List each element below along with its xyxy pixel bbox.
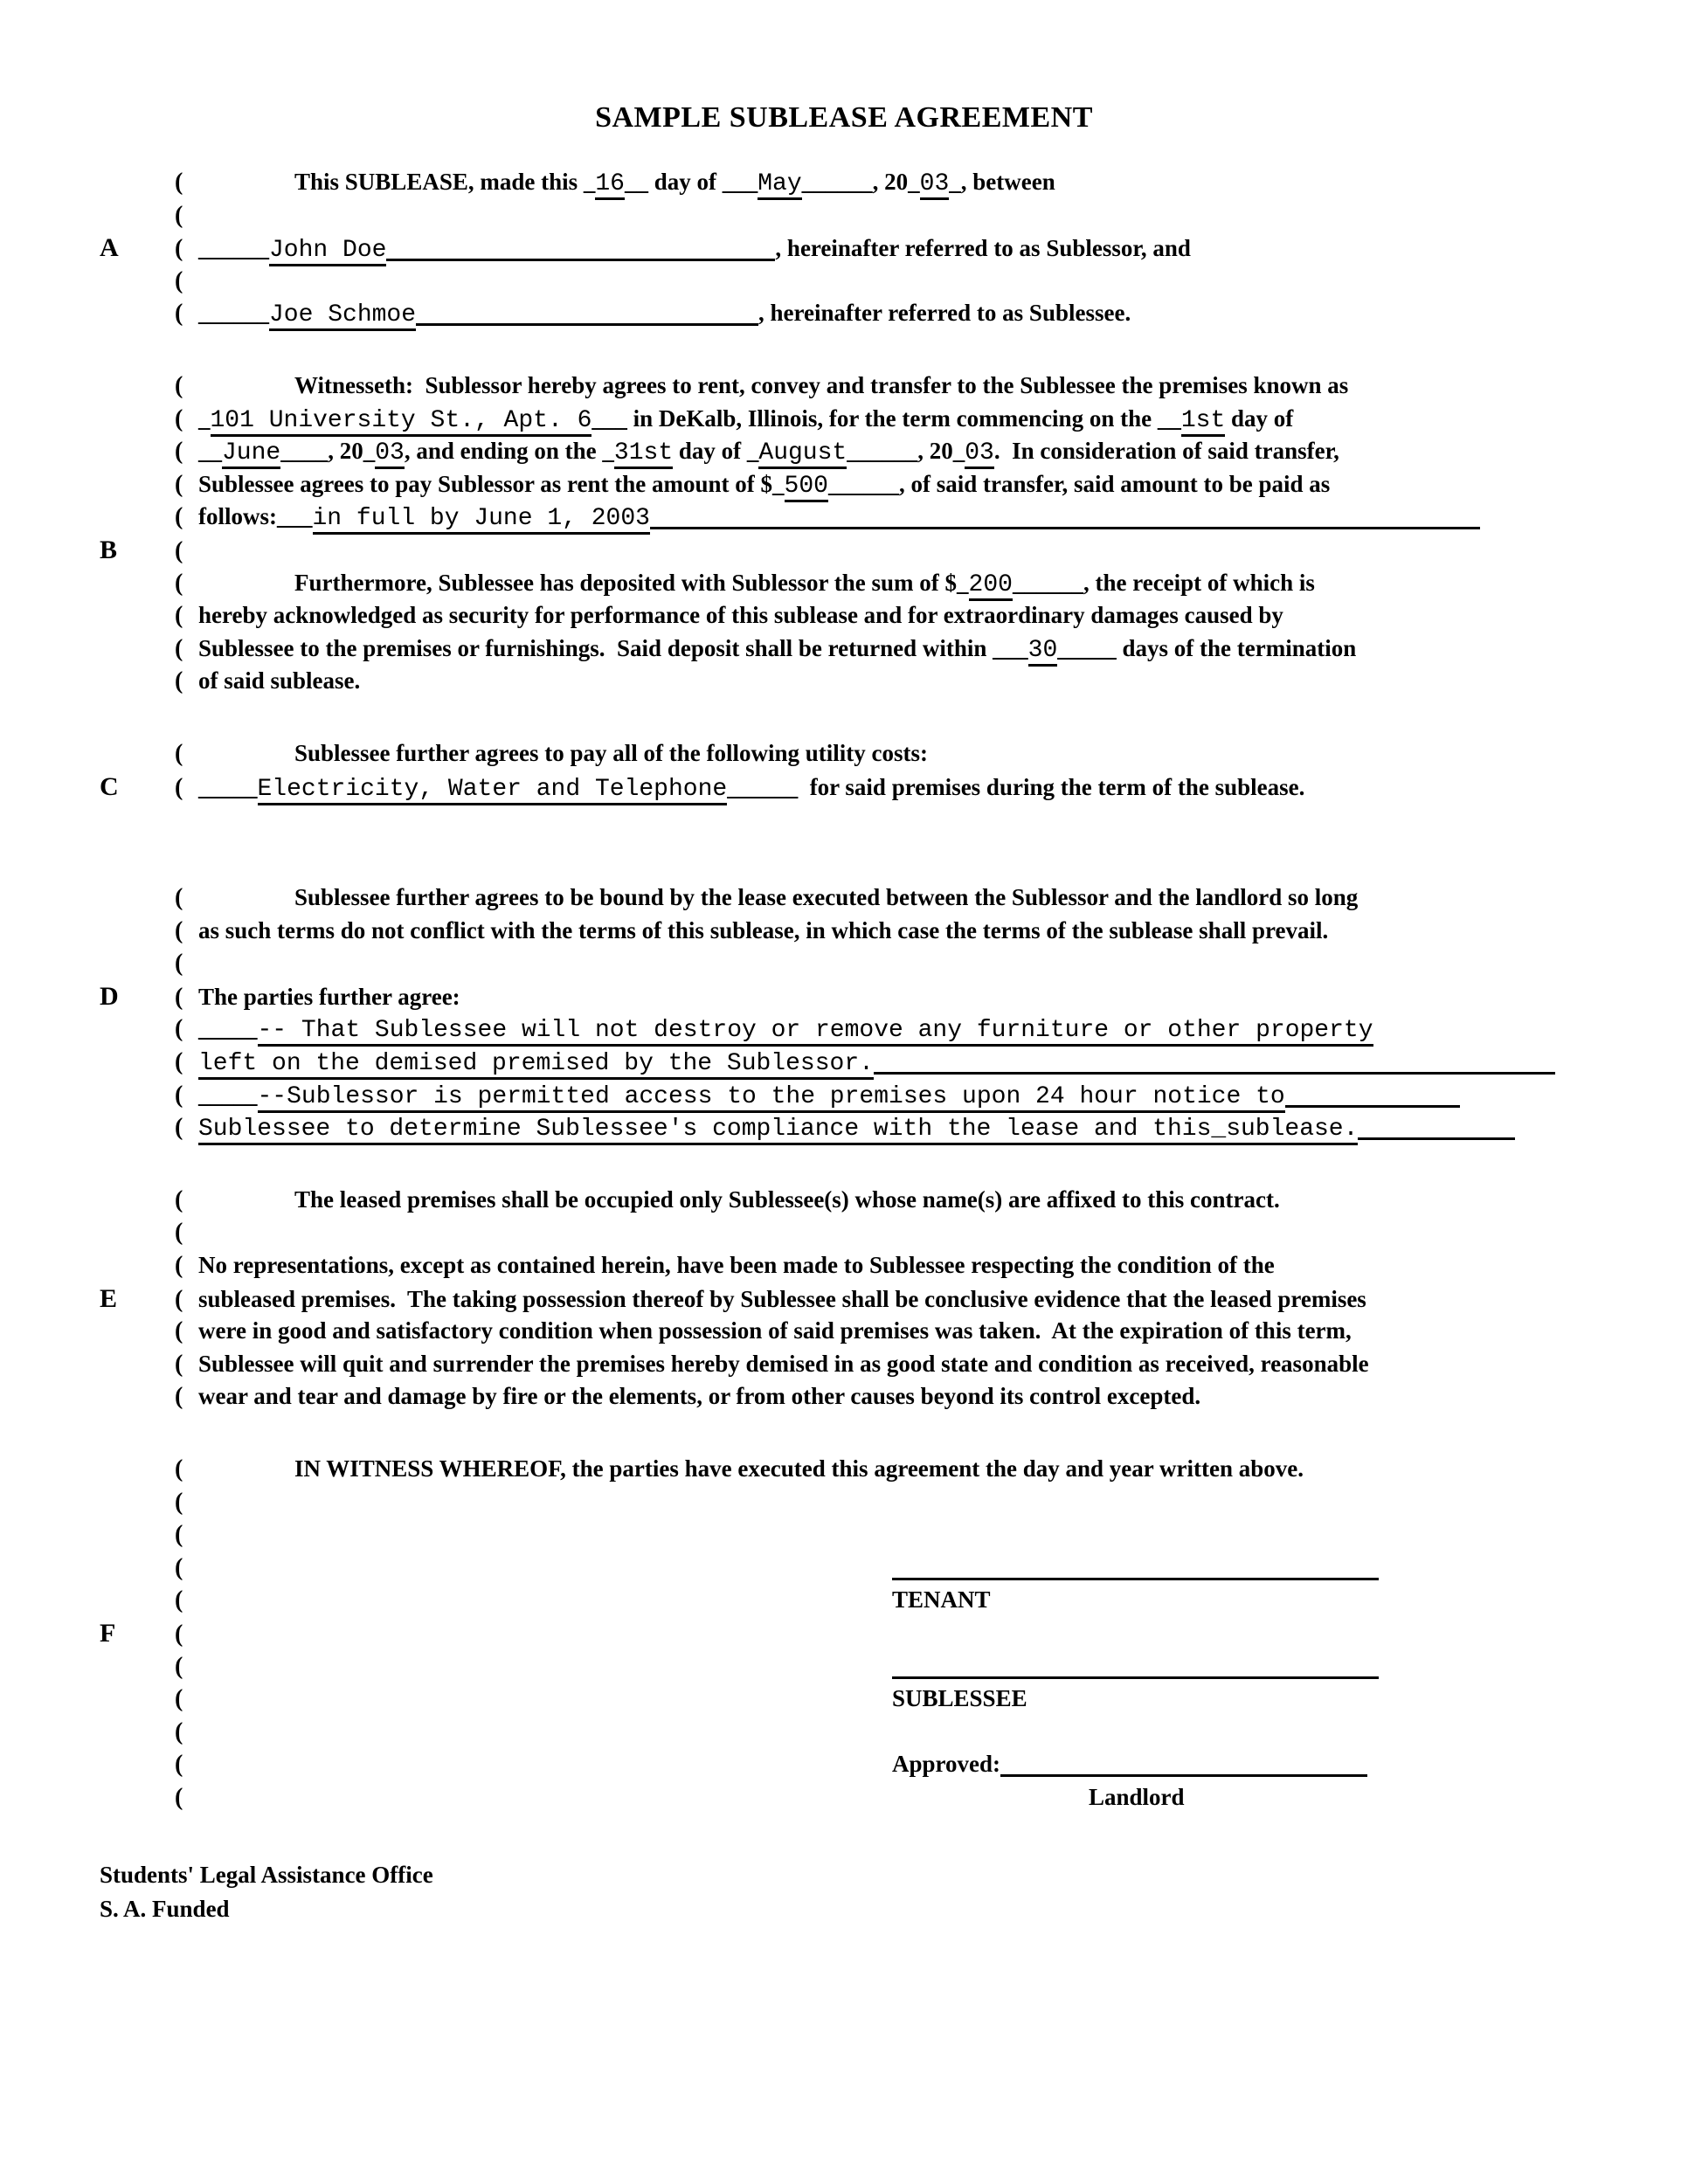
form-line bbox=[0, 947, 1688, 980]
printed-text: hereby acknowledged as security for performance of this sublease and for extraordinary damages caused by bbox=[198, 602, 1283, 629]
blank-line-rule bbox=[386, 259, 775, 261]
form-line bbox=[0, 1584, 1688, 1617]
printed-text: , hereinafter referred to as Sublessee. bbox=[758, 300, 1131, 327]
form-line bbox=[0, 265, 1688, 298]
printed-text: , hereinafter referred to as Sublessor, and bbox=[775, 235, 1191, 262]
form-line bbox=[0, 232, 1688, 265]
line-content bbox=[198, 915, 1688, 948]
printed-text: Landlord bbox=[1089, 1783, 1185, 1810]
line-content bbox=[198, 599, 1688, 632]
blank-line-rule bbox=[1358, 1137, 1515, 1140]
printed-text: day of _ bbox=[673, 438, 759, 465]
paren-mark: ( bbox=[175, 503, 183, 531]
paren-mark: ( bbox=[175, 266, 183, 294]
form-line bbox=[0, 1486, 1688, 1519]
form-line bbox=[0, 1453, 1688, 1486]
form-line bbox=[0, 1617, 1688, 1650]
form-line bbox=[0, 1518, 1688, 1552]
typed-fill-in: 03 bbox=[965, 439, 994, 469]
form-line bbox=[0, 435, 1688, 468]
blank-line bbox=[0, 1144, 1688, 1184]
printed-text: , and ending on the _ bbox=[404, 438, 614, 465]
paren-mark: ( bbox=[175, 1350, 183, 1378]
printed-text: _____ bbox=[198, 1081, 258, 1108]
line-content bbox=[198, 297, 1688, 332]
paren-mark: ( bbox=[175, 667, 183, 695]
blank-line-rule bbox=[650, 527, 1480, 529]
printed-text: Sublessee further agrees to be bound by the lease executed between the Sublessor and the landlord so long bbox=[294, 884, 1359, 911]
section-letter-a: A bbox=[100, 233, 119, 263]
printed-text: This SUBLEASE, made this _ bbox=[294, 169, 596, 195]
paren-mark: ( bbox=[175, 884, 183, 912]
typed-fill-in: 16 bbox=[595, 170, 625, 200]
form-line bbox=[0, 980, 1688, 1013]
line-content bbox=[198, 1748, 1688, 1781]
line-content bbox=[198, 567, 1688, 602]
line-content bbox=[198, 665, 1688, 698]
printed-text: TENANT bbox=[892, 1586, 991, 1614]
printed-text: Sublessee will quit and surrender the premises hereby demised in as good state and condition as received, reasonable bbox=[198, 1350, 1369, 1377]
paren-mark: ( bbox=[175, 773, 183, 801]
line-content bbox=[198, 1283, 1688, 1317]
printed-text: day of bbox=[1225, 404, 1294, 432]
printed-text: Sublessee agrees to pay Sublessor as rent the amount of $_ bbox=[198, 470, 785, 497]
typed-fill-in: in full by June 1, 2003 bbox=[313, 505, 650, 535]
paren-mark: ( bbox=[175, 1783, 183, 1811]
printed-text: ____, 20_ bbox=[280, 438, 376, 465]
form-line bbox=[0, 1013, 1688, 1046]
printed-text: of said sublease. bbox=[198, 667, 361, 695]
printed-text: Sublessee to the premises or furnishings. Said deposit shall be returned within ___ bbox=[198, 634, 1028, 661]
paren-mark: ( bbox=[175, 235, 183, 263]
printed-text: The leased premises shall be occupied only Sublessee(s) whose name(s) are affixed to this contract. bbox=[294, 1185, 1280, 1213]
paren-mark: ( bbox=[175, 371, 183, 399]
paren-mark: ( bbox=[175, 569, 183, 597]
form-line bbox=[0, 1348, 1688, 1381]
form-line bbox=[0, 1716, 1688, 1749]
paren-mark: ( bbox=[175, 1285, 183, 1313]
paren-mark: ( bbox=[175, 536, 183, 564]
blank-line bbox=[0, 1413, 1688, 1453]
footer-funded-line: S. A. Funded bbox=[100, 1895, 230, 1922]
blank-line-rule bbox=[892, 1676, 1379, 1679]
document-title: SAMPLE SUBLEASE AGREEMENT bbox=[595, 101, 1093, 134]
paren-mark: ( bbox=[175, 602, 183, 630]
form-line bbox=[0, 297, 1688, 330]
typed-fill-in: Joe Schmoe bbox=[269, 301, 416, 331]
form-line bbox=[0, 599, 1688, 632]
line-content bbox=[198, 1380, 1688, 1413]
line-content bbox=[198, 435, 1688, 470]
paren-mark: ( bbox=[175, 1081, 183, 1109]
printed-text: IN WITNESS WHEREOF, the parties have executed this agreement the day and year written above. bbox=[294, 1455, 1304, 1482]
line-content bbox=[198, 1111, 1688, 1146]
blank-line bbox=[0, 698, 1688, 737]
line-content bbox=[198, 1781, 1688, 1814]
typed-fill-in: Electricity, Water and Telephone bbox=[258, 776, 728, 805]
line-content bbox=[198, 1315, 1688, 1348]
paren-mark: ( bbox=[175, 1717, 183, 1745]
paren-mark: ( bbox=[175, 438, 183, 466]
printed-text: ______, of said transfer, said amount to be paid as bbox=[827, 470, 1331, 497]
typed-fill-in: 03 bbox=[375, 439, 405, 469]
printed-text: Approved: bbox=[892, 1751, 1001, 1778]
line-content bbox=[198, 881, 1688, 915]
form-line bbox=[0, 1781, 1688, 1814]
section-letter-c: C bbox=[100, 771, 119, 801]
line-content bbox=[198, 1584, 1688, 1617]
form-line bbox=[0, 1079, 1688, 1112]
form-line bbox=[0, 665, 1688, 698]
blank-line-rule bbox=[892, 1578, 1379, 1580]
printed-text: No representations, except as contained herein, have been made to Sublessee respecting the condition of the bbox=[198, 1252, 1275, 1279]
form-line bbox=[0, 915, 1688, 948]
form-line bbox=[0, 1315, 1688, 1348]
paren-mark: ( bbox=[175, 1015, 183, 1043]
printed-text: ______ bbox=[198, 300, 269, 327]
paren-mark: ( bbox=[175, 1252, 183, 1280]
form-line bbox=[0, 370, 1688, 403]
paren-mark: ( bbox=[175, 300, 183, 328]
printed-text: ______ for said premises during the term of the sublease. bbox=[727, 773, 1305, 800]
paren-mark: ( bbox=[175, 1586, 183, 1614]
line-content bbox=[198, 403, 1688, 438]
typed-fill-in: August bbox=[758, 439, 847, 469]
section-letter-b: B bbox=[100, 535, 118, 564]
paren-mark: ( bbox=[175, 950, 183, 978]
printed-text: ______ bbox=[198, 235, 269, 262]
blank-line-rule bbox=[1000, 1774, 1367, 1777]
paren-mark: ( bbox=[175, 739, 183, 767]
blank-line-rule bbox=[874, 1072, 1555, 1075]
line-content bbox=[198, 1013, 1688, 1047]
form-line bbox=[0, 501, 1688, 534]
form-line bbox=[0, 1216, 1688, 1249]
form-line bbox=[0, 1650, 1688, 1683]
footer-office-line: Students' Legal Assistance Office bbox=[100, 1861, 433, 1888]
printed-text: . In consideration of said transfer, bbox=[993, 438, 1339, 465]
line-content bbox=[198, 632, 1688, 667]
printed-text: follows:___ bbox=[198, 503, 313, 530]
line-content bbox=[198, 1650, 1688, 1683]
printed-text: ______, 20_ bbox=[801, 169, 920, 195]
form-line bbox=[0, 1380, 1688, 1413]
form-line bbox=[0, 1552, 1688, 1585]
form-line bbox=[0, 1748, 1688, 1781]
printed-text: ______, 20_ bbox=[847, 438, 965, 465]
printed-text: as such terms do not conflict with the terms of this sublease, in which case the terms of the sublease shall prevail. bbox=[198, 916, 1329, 943]
paren-mark: ( bbox=[175, 983, 183, 1011]
printed-text: ______, the receipt of which is bbox=[1012, 569, 1315, 596]
line-content bbox=[198, 1683, 1688, 1716]
typed-fill-in: 500 bbox=[785, 473, 828, 502]
form-line bbox=[0, 771, 1688, 804]
paren-mark: ( bbox=[175, 1114, 183, 1142]
form-line bbox=[0, 199, 1688, 232]
paren-mark: ( bbox=[175, 1383, 183, 1411]
typed-fill-in: --Sublessor is permitted access to the premises upon 24 hour notice to bbox=[258, 1083, 1285, 1113]
line-content bbox=[198, 981, 1688, 1014]
section-letter-f: F bbox=[100, 1618, 116, 1648]
line-content bbox=[198, 468, 1688, 503]
typed-fill-in: 31st bbox=[614, 439, 673, 469]
paren-mark: ( bbox=[175, 1488, 183, 1516]
form-line bbox=[0, 403, 1688, 436]
blank-line bbox=[0, 803, 1688, 842]
typed-fill-in: John Doe bbox=[269, 237, 386, 266]
blank-line-rule bbox=[1285, 1105, 1460, 1108]
paren-mark: ( bbox=[175, 1685, 183, 1713]
blank-line bbox=[0, 330, 1688, 370]
line-content bbox=[198, 771, 1688, 806]
paren-mark: ( bbox=[175, 404, 183, 432]
typed-fill-in: 1st bbox=[1181, 407, 1225, 437]
paren-mark: ( bbox=[175, 1185, 183, 1213]
paren-mark: ( bbox=[175, 1620, 183, 1648]
paren-mark: ( bbox=[175, 169, 183, 196]
printed-text: ___ in DeKalb, Illinois, for the term commencing on the __ bbox=[591, 404, 1181, 432]
printed-text: Furthermore, Sublessee has deposited with Sublessor the sum of $_ bbox=[294, 569, 969, 596]
line-content bbox=[198, 1079, 1688, 1114]
paren-mark: ( bbox=[175, 1219, 183, 1247]
line-content bbox=[198, 1184, 1688, 1217]
paren-mark: ( bbox=[175, 1455, 183, 1482]
line-content bbox=[198, 1552, 1688, 1585]
blank-line-rule bbox=[416, 323, 758, 326]
typed-fill-in: left on the demised premised by the Sublessor. bbox=[198, 1050, 874, 1080]
paren-mark: ( bbox=[175, 1652, 183, 1680]
form-line bbox=[0, 1249, 1688, 1282]
typed-fill-in: June bbox=[222, 439, 280, 469]
line-content bbox=[198, 166, 1688, 201]
form-line bbox=[0, 166, 1688, 199]
form-line bbox=[0, 1046, 1688, 1079]
form-line bbox=[0, 737, 1688, 771]
typed-fill-in: May bbox=[758, 170, 801, 200]
printed-text: _ bbox=[198, 404, 211, 432]
printed-text: _____ days of the termination bbox=[1057, 634, 1357, 661]
form-line bbox=[0, 567, 1688, 600]
form-line bbox=[0, 468, 1688, 501]
printed-text: _____ bbox=[198, 773, 258, 800]
line-content bbox=[198, 232, 1688, 267]
paren-mark: ( bbox=[175, 916, 183, 944]
typed-fill-in: -- That Sublessee will not destroy or remove any furniture or other property bbox=[258, 1017, 1373, 1047]
typed-fill-in: 200 bbox=[969, 571, 1013, 601]
form-line bbox=[0, 632, 1688, 666]
typed-fill-in: Sublessee to determine Sublessee's compliance with the lease and this_sublease. bbox=[198, 1116, 1358, 1145]
form-line bbox=[0, 1184, 1688, 1217]
printed-text: subleased premises. The taking possession thereof by Sublessee shall be conclusive evidence that the leased premises bbox=[198, 1285, 1366, 1312]
document-footer bbox=[0, 1858, 1688, 1926]
printed-text: __ day of ___ bbox=[624, 169, 758, 195]
line-content bbox=[198, 1348, 1688, 1381]
form-line bbox=[0, 1282, 1688, 1316]
line-content bbox=[198, 1453, 1688, 1486]
section-letter-e: E bbox=[100, 1283, 118, 1313]
line-content bbox=[198, 501, 1688, 536]
line-content bbox=[198, 737, 1688, 771]
form-line bbox=[0, 881, 1688, 915]
paren-mark: ( bbox=[175, 1317, 183, 1345]
printed-text: _, between bbox=[949, 169, 1055, 195]
paren-mark: ( bbox=[175, 1553, 183, 1581]
printed-text: wear and tear and damage by fire or the elements, or from other causes beyond its control excepted. bbox=[198, 1383, 1201, 1410]
printed-text: The parties further agree: bbox=[198, 983, 460, 1010]
blank-line bbox=[0, 842, 1688, 881]
typed-fill-in: 03 bbox=[920, 170, 950, 200]
form-line bbox=[0, 534, 1688, 567]
paren-mark: ( bbox=[175, 634, 183, 662]
paren-mark: ( bbox=[175, 1048, 183, 1076]
form-line bbox=[0, 1683, 1688, 1716]
line-content bbox=[198, 370, 1688, 403]
form-line bbox=[0, 1111, 1688, 1144]
typed-fill-in: 30 bbox=[1028, 637, 1058, 667]
printed-text: SUBLESSEE bbox=[892, 1685, 1027, 1712]
printed-text: __ bbox=[198, 438, 222, 465]
printed-text: Sublessee further agrees to pay all of the following utility costs: bbox=[294, 739, 928, 766]
paren-mark: ( bbox=[175, 201, 183, 229]
typed-fill-in: 101 University St., Apt. 6 bbox=[211, 407, 592, 437]
line-content bbox=[198, 1249, 1688, 1282]
line-content bbox=[198, 1046, 1688, 1081]
printed-text: Witnesseth: Sublessor hereby agrees to rent, convey and transfer to the Sublessee the premises known as bbox=[294, 371, 1349, 398]
paren-mark: ( bbox=[175, 1521, 183, 1549]
section-letter-d: D bbox=[100, 981, 119, 1011]
printed-text: _____ bbox=[198, 1015, 258, 1042]
paren-mark: ( bbox=[175, 1751, 183, 1779]
paren-mark: ( bbox=[175, 470, 183, 498]
document-body bbox=[0, 166, 1688, 1814]
printed-text: were in good and satisfactory condition when possession of said premises was taken. At the expiration of this term, bbox=[198, 1317, 1352, 1344]
